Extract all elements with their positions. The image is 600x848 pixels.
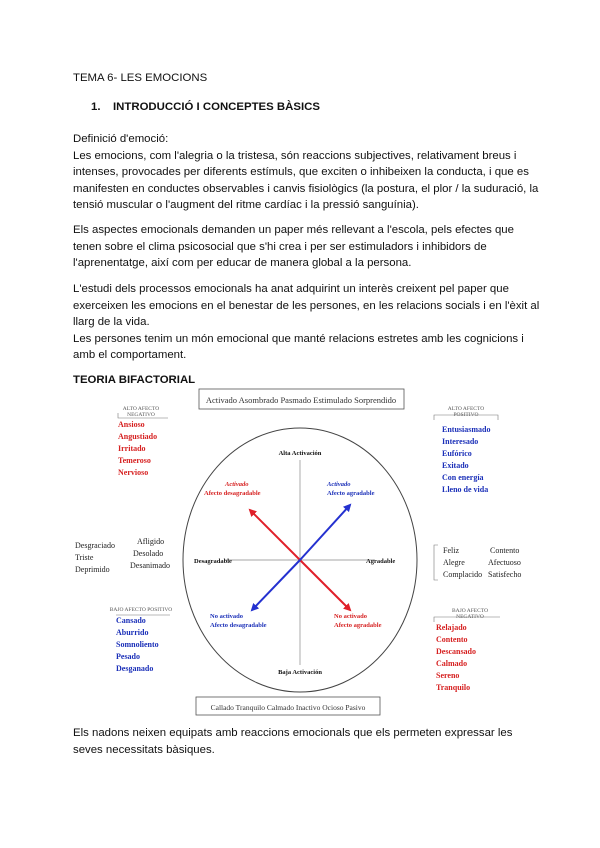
- text-line: llarg de la vida.: [73, 316, 150, 329]
- br-item: Relajado: [436, 623, 467, 632]
- topic-title: TEMA 6- LES EMOCIONS: [73, 72, 208, 84]
- tr-item: Con energía: [442, 473, 484, 482]
- tr-title-1: ALTO AFECTO: [447, 406, 485, 412]
- axis-label-bottom: Baja Activación: [278, 669, 322, 676]
- br-item: Descansado: [436, 647, 477, 656]
- br-item: Contento: [436, 635, 468, 644]
- axis-label-right: Agradable: [366, 558, 396, 565]
- newborns-paragraph: [73, 725, 543, 758]
- inner-bottom-right-2: Afecto agradable: [334, 622, 382, 629]
- text-line: manifesten en conductes observables i canvis fisiològics (la postura, el plor / la suduració, la: [73, 182, 539, 195]
- tl-title-1: ALTO AFECTO: [122, 406, 160, 412]
- arrow-bottom-right: [300, 560, 350, 610]
- right-word: Afectuoso: [488, 558, 521, 567]
- tl-item: Angustiado: [118, 432, 158, 441]
- axis-label-top: Alta Activación: [278, 450, 322, 457]
- left-word: Afligido: [137, 537, 165, 546]
- bl-item: Desganado: [116, 664, 154, 673]
- tr-item: Entusiasmado: [442, 425, 491, 434]
- section-number: 1.: [91, 101, 101, 113]
- text-line: tenen sobre el clima psicosocial que s'hi crea i per ser estimuladors i inhibidors de: [73, 240, 487, 253]
- right-word: Alegre: [443, 558, 465, 567]
- bl-title: BAJO AFECTO POSITIVO: [109, 607, 173, 613]
- tl-item: Ansioso: [118, 420, 145, 429]
- tr-title-2: POSITIVO: [453, 412, 479, 418]
- text-line: Les emocions, com l'alegria o la tristesa, són reaccions subjectives, relativament breus i: [73, 149, 517, 162]
- text-line: L'estudi dels processos emocionals ha anat adquirint un interès creixent pel paper que: [73, 283, 509, 295]
- inner-top-right-2: Afecto agradable: [327, 490, 375, 497]
- bl-item: Pesado: [116, 652, 140, 661]
- right-word: Satisfecho: [488, 570, 522, 579]
- bottom-synonyms-text: Callado Tranquilo Calmado Inactivo Ocioso Pasivo: [210, 703, 366, 712]
- text-line: intenses, provocades per diferents estímuls, que exciten o inhibeixen la conducta, i que es: [73, 166, 529, 179]
- inner-bottom-right-1: No activado: [334, 613, 368, 620]
- right-word: Contento: [490, 546, 520, 555]
- top-synonyms-text: Activado Asombrado Pasmado Estimulado Sorprendido: [205, 395, 397, 405]
- tl-item: Temeroso: [118, 456, 151, 465]
- left-word: Desgraciado: [75, 541, 115, 550]
- left-word: Triste: [75, 553, 94, 562]
- text-line: exerceixen les emocions en el benestar de les persones, en les relacions socials i en l'èxit al: [73, 299, 540, 312]
- br-item: Calmado: [436, 659, 468, 668]
- bl-item: Somnoliento: [116, 640, 159, 649]
- arrow-top-right: [300, 505, 350, 560]
- right-bracket: [434, 545, 438, 580]
- arrow-bottom-left: [252, 560, 300, 610]
- tr-item: Interesado: [442, 437, 479, 446]
- inner-top-left-2: Afecto desagradable: [204, 490, 261, 497]
- inner-bottom-left-1: No activado: [210, 613, 244, 620]
- tl-title-2: NEGATIVO: [127, 412, 155, 418]
- left-word: Desolado: [133, 549, 164, 558]
- text-line: l'aprenentatge, així com per educar de manera global a la persona.: [73, 257, 412, 270]
- text-line: Els nadons neixen equipats amb reaccions emocionals que els permeten expressar les: [73, 727, 513, 739]
- tl-item: Nervioso: [118, 468, 149, 477]
- inner-top-left-1: Activado: [225, 481, 249, 488]
- text-line: Definició d'emoció:: [73, 133, 169, 145]
- text-line: tensió muscular o l'augment del ritme cardíac i la pressió sanguínia).: [73, 199, 419, 212]
- text-line: seves necessitats bàsiques.: [73, 743, 215, 756]
- theory-heading: TEORIA BIFACTORIAL: [73, 374, 196, 386]
- text-line: amb el comportament.: [73, 349, 187, 362]
- bl-item: Cansado: [116, 616, 146, 625]
- tr-item: Exitado: [442, 461, 469, 470]
- inner-bottom-left-2: Afecto desagradable: [210, 622, 267, 629]
- tl-item: Irritado: [118, 444, 146, 453]
- tr-item: Eufórico: [442, 449, 472, 458]
- inner-top-right-1: Activado: [327, 481, 351, 488]
- br-item: Tranquilo: [436, 683, 471, 692]
- axis-label-left: Desagradable: [194, 558, 232, 565]
- bl-item: Aburrido: [116, 628, 149, 637]
- tr-item: Lleno de vida: [442, 485, 489, 494]
- section-title: INTRODUCCIÓ I CONCEPTES BÀSICS: [113, 101, 320, 113]
- br-title-1: BAJO AFECTO: [451, 608, 489, 614]
- text-line: Les persones tenim un món emocional que manté relacions estretes amb les cognicions i: [73, 332, 524, 345]
- br-item: Sereno: [436, 671, 460, 680]
- arrow-top-left: [250, 510, 300, 560]
- left-word: Deprimido: [75, 565, 110, 574]
- left-word: Desanimado: [130, 561, 170, 570]
- text-line: Els aspectes emocionals demanden un paper més rellevant a l'escola, pels efectes que: [73, 224, 514, 236]
- br-title-2: NEGATIVO: [456, 614, 484, 620]
- right-word: Feliz: [443, 546, 459, 555]
- right-word: Complacido: [443, 570, 483, 579]
